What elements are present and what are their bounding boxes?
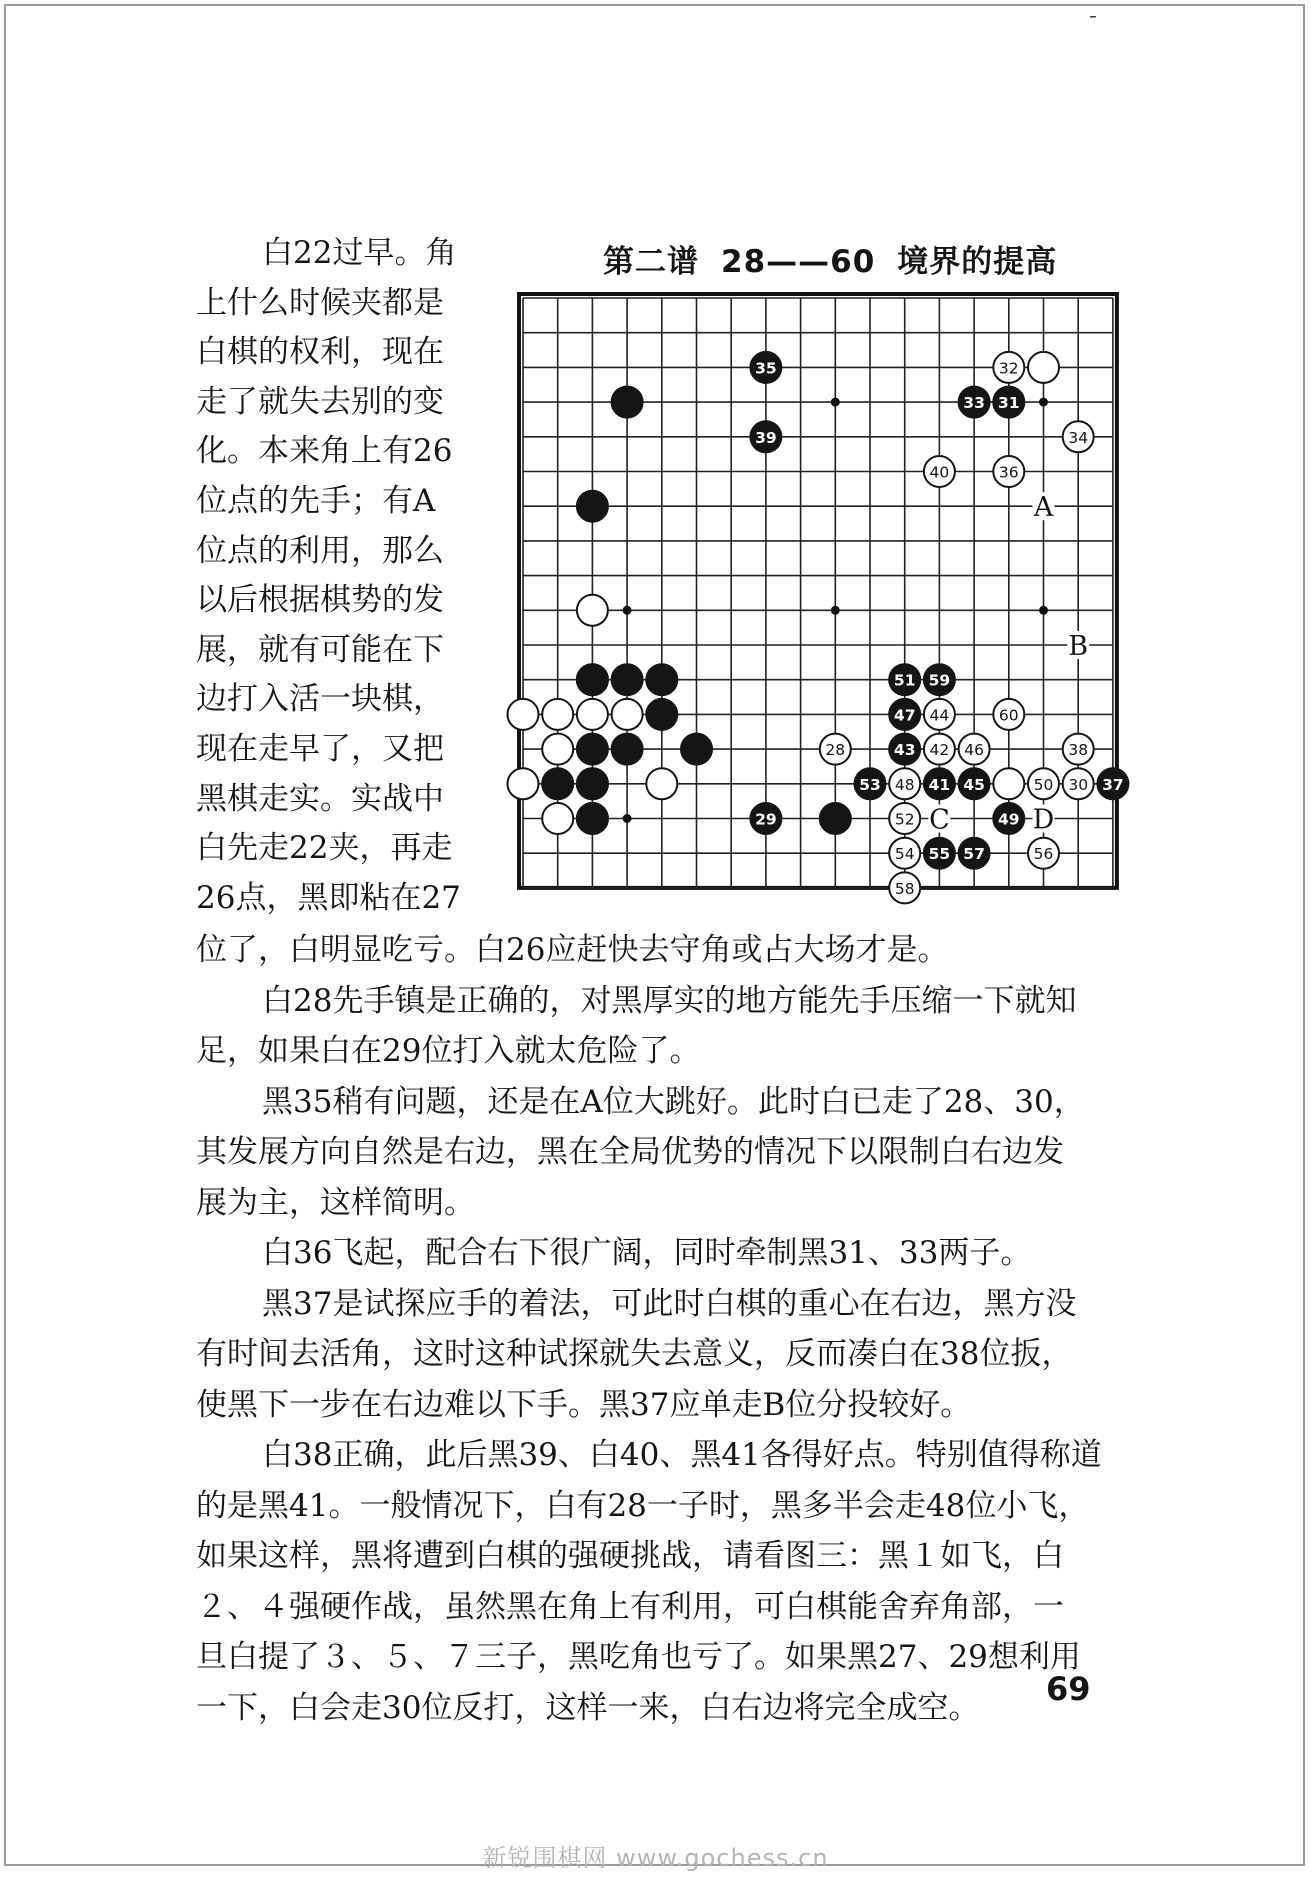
black-stone: [542, 768, 573, 799]
black-stone: [612, 734, 643, 765]
move-number: 30: [1068, 775, 1089, 794]
black-stone: [855, 768, 886, 799]
white-stone: [508, 768, 539, 799]
figure-title-subtitle: 境界的提高: [897, 244, 1058, 280]
black-stone: [820, 803, 851, 834]
page-number: 69: [1046, 1670, 1091, 1708]
move-number: 54: [894, 845, 915, 864]
side-line: 位点的先手；有A: [196, 482, 436, 519]
side-line: 走了就失去别的变: [196, 383, 444, 420]
paragraph-line: 的是黑41。一般情况下，白有28一子时，黑多半会走48位小飞，: [196, 1487, 1090, 1524]
white-stone: [924, 734, 955, 765]
black-stone: [889, 699, 920, 730]
white-stone: [993, 768, 1024, 799]
move-number: 59: [928, 671, 951, 690]
white-stone: [542, 803, 573, 834]
side-line: 白棋的权利，现在: [196, 334, 444, 371]
black-stone: [646, 699, 677, 730]
white-stone: [993, 699, 1024, 730]
board-grid: [523, 298, 1113, 888]
star-point: [831, 606, 840, 615]
black-stone: [681, 734, 712, 765]
figure-title-name: 第二谱: [603, 244, 699, 280]
side-line: 白22过早。角: [262, 235, 457, 271]
move-number: 41: [928, 775, 951, 794]
white-stone: [1028, 838, 1059, 869]
side-line: 黑棋走实。实战中: [196, 780, 444, 817]
white-stone: [889, 768, 920, 799]
paragraph-line: 白36飞起，配合右下很广阔，同时牵制黑31、33两子。: [262, 1235, 1032, 1271]
paragraph-line: 使黑下一步在右边难以下手。黑37应单走B位分投较好。: [196, 1386, 972, 1423]
move-number: 42: [929, 741, 950, 760]
side-line: 26点，黑即粘在27: [196, 879, 461, 916]
black-stone: [959, 387, 990, 418]
white-stone: [542, 699, 573, 730]
black-stone: [577, 803, 608, 834]
paragraph-line: 位了，白明显吃亏。白26应赶快去守角或占大场才是。: [196, 932, 949, 968]
move-number: 28: [825, 741, 846, 760]
side-line: 以后根据棋势的发: [196, 582, 444, 619]
scan-mark: ˉ: [1088, 12, 1098, 36]
black-stone: [750, 352, 781, 383]
black-stone: [577, 734, 608, 765]
black-stone: [924, 838, 955, 869]
black-stone: [993, 803, 1024, 834]
point-label: B: [1068, 631, 1089, 662]
paragraph-line: 如果这样，黑将遭到白棋的强硬挑战，请看图三：黑１如飞，白: [196, 1538, 1064, 1574]
white-stone: [577, 595, 608, 626]
move-number: 50: [1033, 775, 1054, 794]
white-stone: [820, 734, 851, 765]
paragraph-line: 有时间去活角，这时这种试探就失去意义，反而凑白在38位扳，: [196, 1336, 1073, 1372]
black-stone: [1097, 768, 1128, 799]
go-board-diagram: [505, 292, 1140, 912]
white-stone: [924, 699, 955, 730]
side-line: 上什么时候夹都是: [196, 284, 444, 321]
black-stone: [959, 768, 990, 799]
white-stone: [889, 872, 920, 903]
black-stone: [646, 664, 677, 695]
paragraph-line: ２、４强硬作战，虽然黑在角上有利用，可白棋能舍弃角部，一: [196, 1588, 1064, 1625]
paragraph-line: 白38正确，此后黑39、白40、黑41各得好点。特别值得称道: [262, 1437, 1102, 1473]
side-line: 白先走22夹，再走: [196, 830, 453, 867]
star-point: [831, 398, 840, 407]
white-stone: [542, 734, 573, 765]
white-stone: [508, 699, 539, 730]
white-stone: [924, 456, 955, 487]
figure-title: [603, 236, 1057, 281]
move-number: 38: [1068, 741, 1089, 760]
black-stone: [750, 421, 781, 452]
move-number: 37: [1102, 775, 1124, 794]
white-stone: [1063, 768, 1094, 799]
side-line: 展，就有可能在下: [196, 631, 444, 668]
move-number: 32: [998, 359, 1019, 378]
white-stone: [577, 699, 608, 730]
white-stone: [1028, 352, 1059, 383]
black-stone: [577, 664, 608, 695]
move-number: 40: [929, 463, 950, 482]
paragraph-line: 展为主，这样简明。: [196, 1184, 475, 1221]
black-stone: [889, 664, 920, 695]
move-number: 53: [859, 775, 881, 794]
white-stone: [1063, 421, 1094, 452]
side-commentary: [196, 229, 466, 923]
move-number: 49: [998, 810, 1020, 829]
paragraph-line: 其发展方向自然是右边，黑在全局优势的情况下以限制白右边发: [196, 1134, 1064, 1170]
black-stone: [959, 838, 990, 869]
white-stone: [993, 352, 1024, 383]
paragraph-line: 旦白提了３、５、７三子，黑吃角也亏了。如果黑27、29想利用: [196, 1639, 1081, 1675]
point-label: D: [1032, 804, 1055, 836]
black-stone: [924, 664, 955, 695]
black-stone: [612, 664, 643, 695]
white-stone: [1063, 734, 1094, 765]
white-stone: [993, 456, 1024, 487]
move-number: 48: [894, 775, 915, 794]
black-stone: [577, 768, 608, 799]
move-number: 44: [929, 706, 950, 725]
paragraph-line: 黑35稍有问题，还是在A位大跳好。此时白已走了28、30，: [262, 1083, 1085, 1120]
move-number: 55: [928, 845, 951, 864]
move-number: 51: [893, 671, 916, 690]
move-number: 33: [963, 394, 985, 413]
move-number: 43: [893, 741, 916, 760]
move-number: 52: [894, 810, 915, 829]
figure-title-range: 28——60: [721, 244, 876, 280]
point-label: C: [929, 804, 950, 836]
move-number: 39: [755, 428, 777, 447]
star-point: [1039, 398, 1048, 407]
move-number: 29: [755, 810, 777, 829]
move-number: 47: [893, 706, 916, 725]
black-stone: [612, 387, 643, 418]
white-stone: [612, 699, 643, 730]
move-number: 46: [964, 741, 984, 760]
move-number: 56: [1033, 845, 1054, 864]
paragraph-line: 白28先手镇是正确的，对黑厚实的地方能先手压缩一下就知: [262, 982, 1077, 1019]
board-frame: [519, 294, 1117, 888]
side-line: 现在走早了，又把: [196, 730, 444, 767]
move-number: 58: [894, 879, 915, 898]
black-stone: [993, 387, 1024, 418]
white-stone: [959, 734, 990, 765]
paragraph-line: 一下，白会走30位反打，这样一来，白右边将完全成空。: [196, 1689, 980, 1726]
star-point: [623, 814, 632, 823]
move-number: 57: [963, 845, 985, 864]
white-stone: [646, 768, 677, 799]
move-number: 36: [998, 463, 1019, 482]
black-stone: [889, 734, 920, 765]
move-number: 35: [755, 359, 777, 378]
black-stone: [924, 768, 955, 799]
side-line: 化。本来角上有26: [196, 433, 453, 470]
move-number: 45: [963, 775, 985, 794]
star-point: [623, 606, 632, 615]
main-commentary: [196, 925, 1156, 1733]
move-number: 31: [998, 394, 1020, 413]
move-number: 34: [1068, 428, 1089, 447]
side-line: 边打入活一块棋，: [196, 681, 444, 718]
paragraph-line: 黑37是试探应手的着法，可此时白棋的重心在右边，黑方没: [262, 1285, 1077, 1322]
move-number: 60: [998, 706, 1019, 725]
white-stone: [1028, 768, 1059, 799]
white-stone: [889, 803, 920, 834]
point-label: A: [1033, 492, 1054, 524]
white-stone: [889, 838, 920, 869]
black-stone: [750, 803, 781, 834]
star-point: [1039, 606, 1048, 615]
side-line: 位点的利用，那么: [196, 532, 444, 569]
paragraph-line: 足，如果白在29位打入就太危险了。: [196, 1033, 701, 1069]
watermark: 新锐围棋网 www.gochess.cn: [482, 1844, 829, 1872]
black-stone: [577, 491, 608, 522]
